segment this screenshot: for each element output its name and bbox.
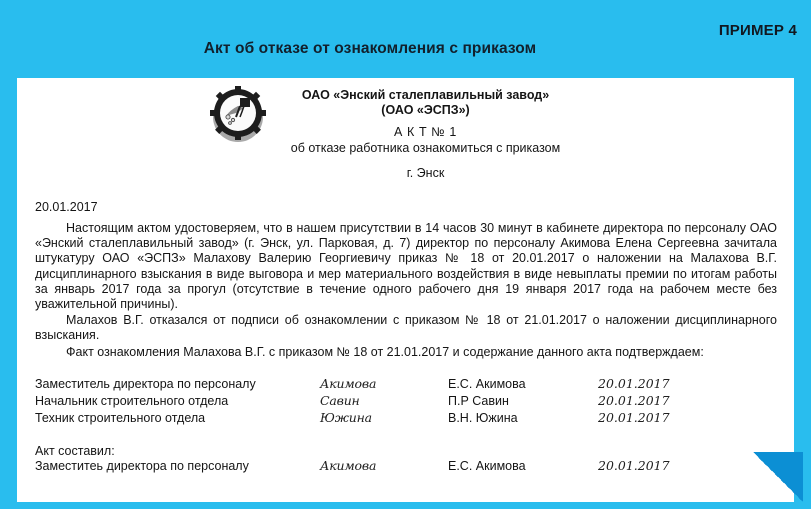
signatory-name: П.Р Савин [448,393,509,408]
document-date: 20.01.2017 [35,200,98,214]
signatory-signature: Акимова [320,375,377,391]
signatory-name: В.Н. Южина [448,410,518,425]
document-body [17,200,794,475]
signatory-date: 20.01.2017 [598,392,670,408]
compiled-by-position: Заместитеь директора по персоналу [35,458,249,473]
signatory-signature: Савин [320,392,360,408]
org-name-line2: (ОАО «ЭСПЗ») [381,103,470,117]
act-number: А К Т № 1 [394,125,457,139]
corner-decoration [753,452,803,502]
table-row [35,410,777,427]
paragraph-confirm: Факт ознакомления Малахова В.Г. с приказом № 18 от 21.01.2017 и содержание данного акта подтверждаем: [66,344,704,359]
banner-title: Акт об отказе от ознакомления с приказом [203,40,537,57]
company-logo-icon [207,86,269,144]
table-row [35,458,777,475]
table-row [35,376,777,393]
compiled-by-date: 20.01.2017 [598,457,670,473]
signatory-date: 20.01.2017 [598,409,670,425]
document-card [17,78,794,502]
compiled-by-table [35,458,777,475]
signatory-signature: Южина [320,409,372,425]
signatory-position: Начальник строительного отдела [35,393,229,408]
compiled-by-name: Е.С. Акимова [448,458,526,473]
paragraph-main: Настоящим актом удостоверяем, что в нашем присутствии в 14 часов 30 минут в кабинете директора по персоналу ОАО «Энский сталеплавильный завод» (г. Энск, ул. Парковая, д. 7) директор по персоналу Акимова Елена Сергеевна зачитала штукатуру ОАО «ЭСПЗ» Малахову Валерию Георгиевичу приказ № 18 от 20.01.2017 о наложении на Малахова В.Г. дисциплинарного взыскания в виде выговора и мер материального воздействия в виде невыплаты премии по итогам работы за январь 2017 года за прогул (отсутствие в течение одного рабочего дня 19 января 2017 года на рабочем месте без уважительной причины). [35,221,777,312]
city-label: г. Энск [406,166,445,180]
act-subtitle: об отказе работника ознакомиться с приказом [290,141,561,155]
signatory-position: Техник строительного отдела [35,410,206,425]
paragraph-refusal: Малахов В.Г. отказался от подписи об ознакомлении с приказом № 18 от 21.01.2017 о наложении дисциплинарного взыскания. [35,313,777,343]
example-badge: ПРИМЕР 4 [718,22,797,39]
signatory-date: 20.01.2017 [598,375,670,391]
signatory-name: Е.С. Акимова [448,376,526,391]
compiled-by-signature: Акимова [320,457,377,473]
organization-block [17,88,794,180]
org-name-line1: ОАО «Энский сталеплавильный завод» [301,88,550,102]
table-row [35,393,777,410]
document-header [17,78,794,180]
compiled-by-label: Акт составил: [35,443,115,458]
signatories-table [35,376,777,427]
signatory-position: Заместитель директора по персоналу [35,376,256,391]
